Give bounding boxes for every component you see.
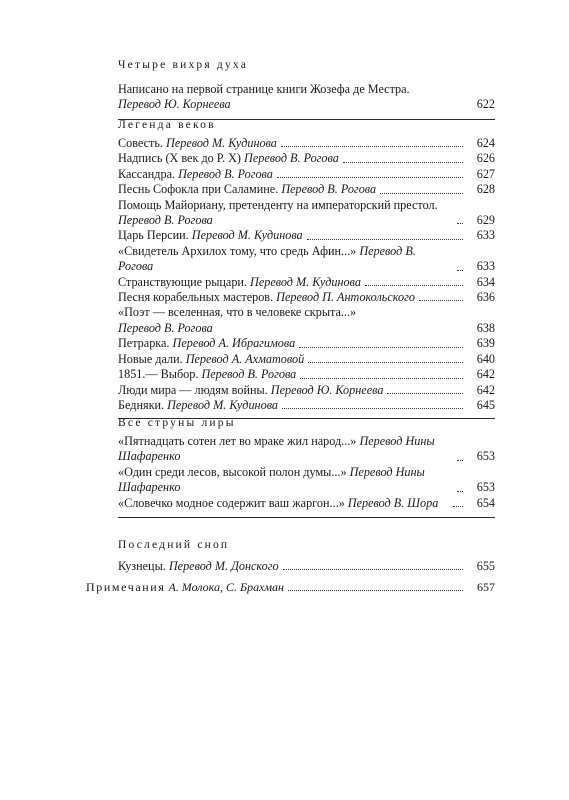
entry-title: Надпись (X век до Р. Х) (118, 151, 241, 166)
toc-entry[interactable] (118, 352, 495, 367)
toc-entry[interactable] (118, 383, 495, 398)
dot-leader (419, 299, 463, 301)
entry-title: Кассандра. (118, 166, 176, 181)
entry-translator: Перевод В. Рогова (201, 367, 297, 382)
entry-page: 654 (476, 495, 496, 510)
toc-entry[interactable] (118, 228, 495, 243)
toc-section (118, 118, 495, 419)
entry-translator: Перевод М. Кудинова (166, 136, 277, 150)
entry-title: Люди мира — людям войны. (118, 382, 268, 397)
section-title: Четыре вихря духа (118, 59, 249, 71)
dot-leader (343, 161, 463, 163)
notes-authors: А. Молока, С. Брахман (168, 580, 285, 594)
toc-entry[interactable] (118, 151, 495, 166)
toc-entry[interactable] (118, 290, 495, 305)
entry-page: 636 (476, 290, 495, 305)
toc-entry[interactable] (118, 305, 495, 336)
notes-label: Примечания (86, 580, 166, 594)
section-title: Все струны лиры (118, 417, 236, 429)
dot-leader (307, 238, 463, 240)
entry-title: Кузнецы. (118, 559, 166, 573)
dot-leader (277, 176, 463, 178)
entry-title: Царь Персии. (118, 228, 189, 243)
toc-entry[interactable] (118, 434, 495, 465)
entry-page: 638 (476, 320, 495, 335)
entry-translator: Перевод В. Рогова (118, 243, 416, 274)
dot-leader (453, 505, 463, 507)
entry-title: Странствующие рыцари. (118, 274, 247, 289)
toc-entry[interactable] (118, 167, 495, 182)
entry-page: 642 (476, 367, 495, 382)
entry-title: Песня корабельных мастеров. (118, 290, 274, 305)
entry-translator: Перевод А. Ибрагимова (172, 336, 296, 351)
entry-title: Помощь Майориану, претенденту на императорский престол. (118, 197, 438, 212)
toc-section (118, 538, 495, 574)
dot-leader (288, 589, 463, 591)
entry-page: 622 (476, 97, 495, 112)
dot-leader (457, 222, 463, 224)
toc-entry[interactable] (118, 465, 495, 496)
entry-title: «Словечко модное содержит ваш жаргон...» (118, 495, 345, 510)
toc-entry[interactable] (118, 559, 495, 574)
dot-leader (387, 392, 463, 394)
entry-translator: Перевод Ю. Корнеева (270, 382, 384, 397)
entry-page: 633 (476, 259, 495, 274)
entry-translator: Перевод М. Кудинова (191, 228, 303, 243)
toc-entry[interactable] (118, 398, 495, 413)
entry-title: «Поэт — вселенная, что в человеке скрыта...» (118, 305, 357, 320)
section-title: Последний сноп (118, 539, 230, 551)
entry-title: Новые дали. (118, 351, 183, 366)
entry-page: 642 (476, 382, 495, 397)
entry-page: 634 (476, 274, 495, 289)
toc-section (118, 58, 495, 120)
entry-title: Написано на первой странице книги Жозефа де Местра. (118, 82, 410, 96)
dot-leader (365, 284, 463, 286)
dot-leader (283, 568, 463, 570)
entry-page: 624 (476, 136, 495, 150)
dot-leader (457, 459, 463, 461)
dot-leader (281, 145, 463, 147)
entry-page: 627 (476, 166, 495, 181)
entry-translator: Перевод М. Кудинова (167, 397, 279, 412)
entry-title: Бедняки. (118, 397, 165, 412)
dot-leader (299, 346, 463, 348)
entry-title: «Свидетель Архилох тому, что средь Афин...» (118, 243, 357, 258)
dot-leader (282, 407, 463, 409)
entry-translator: Перевод Нины Шафаренко (118, 434, 435, 464)
notes-entry[interactable] (86, 580, 495, 595)
entry-page: 628 (476, 182, 495, 197)
entry-page: 655 (476, 559, 495, 573)
toc-entry[interactable] (118, 496, 495, 511)
toc-entry[interactable] (118, 136, 495, 151)
notes-page: 657 (477, 580, 495, 594)
entry-translator: Перевод В. Рогова (244, 151, 339, 166)
dot-leader (457, 490, 463, 492)
entry-translator: Перевод В. Шора (347, 495, 439, 510)
entry-translator: Перевод Нины Шафаренко (118, 464, 425, 495)
entry-translator: Перевод В. Рогова (118, 213, 213, 228)
toc-entry[interactable] (118, 244, 495, 275)
entry-translator: Перевод В. Рогова (178, 166, 273, 181)
entry-page: 626 (476, 151, 495, 166)
entry-translator: Перевод М. Кудинова (250, 274, 361, 289)
entry-translator: Перевод П. Антокольского (276, 290, 415, 305)
toc-entry[interactable] (118, 82, 495, 113)
entry-title: Песнь Софокла при Саламине. (118, 182, 279, 197)
toc-section (118, 416, 495, 518)
entry-page: 640 (476, 351, 495, 366)
entry-translator: Перевод Ю. Корнеева (118, 97, 231, 112)
entry-translator: Перевод В. Рогова (118, 320, 213, 335)
entry-page: 653 (476, 449, 495, 464)
entry-translator: Перевод А. Ахматовой (185, 351, 305, 366)
toc-entry[interactable] (118, 182, 495, 197)
toc-entry[interactable] (118, 367, 495, 382)
entry-page: 633 (476, 228, 495, 243)
dot-leader (380, 192, 463, 194)
dot-leader (300, 377, 463, 379)
toc-entry[interactable] (118, 198, 495, 229)
entry-page: 629 (476, 213, 495, 228)
entry-title: Совесть. (118, 136, 163, 150)
section-title: Легенда веков (118, 119, 216, 131)
dot-leader (308, 361, 463, 363)
entry-title: 1851.— Выбор. (118, 367, 199, 382)
entry-title: «Пятнадцать сотен лет во мраке жил народ...» (118, 434, 357, 448)
toc-entry[interactable] (118, 336, 495, 351)
section-divider (118, 517, 495, 518)
entry-page: 653 (476, 480, 495, 495)
toc-entry[interactable] (118, 275, 495, 290)
entry-translator: Перевод В. Рогова (281, 182, 377, 197)
entry-page: 639 (476, 336, 495, 351)
entry-page: 645 (476, 397, 495, 412)
entry-title: «Один среди лесов, высокой полон думы...» (118, 464, 347, 479)
entry-translator: Перевод М. Донского (168, 559, 279, 573)
entry-title: Петрарка. (118, 336, 170, 351)
dot-leader (457, 269, 463, 271)
